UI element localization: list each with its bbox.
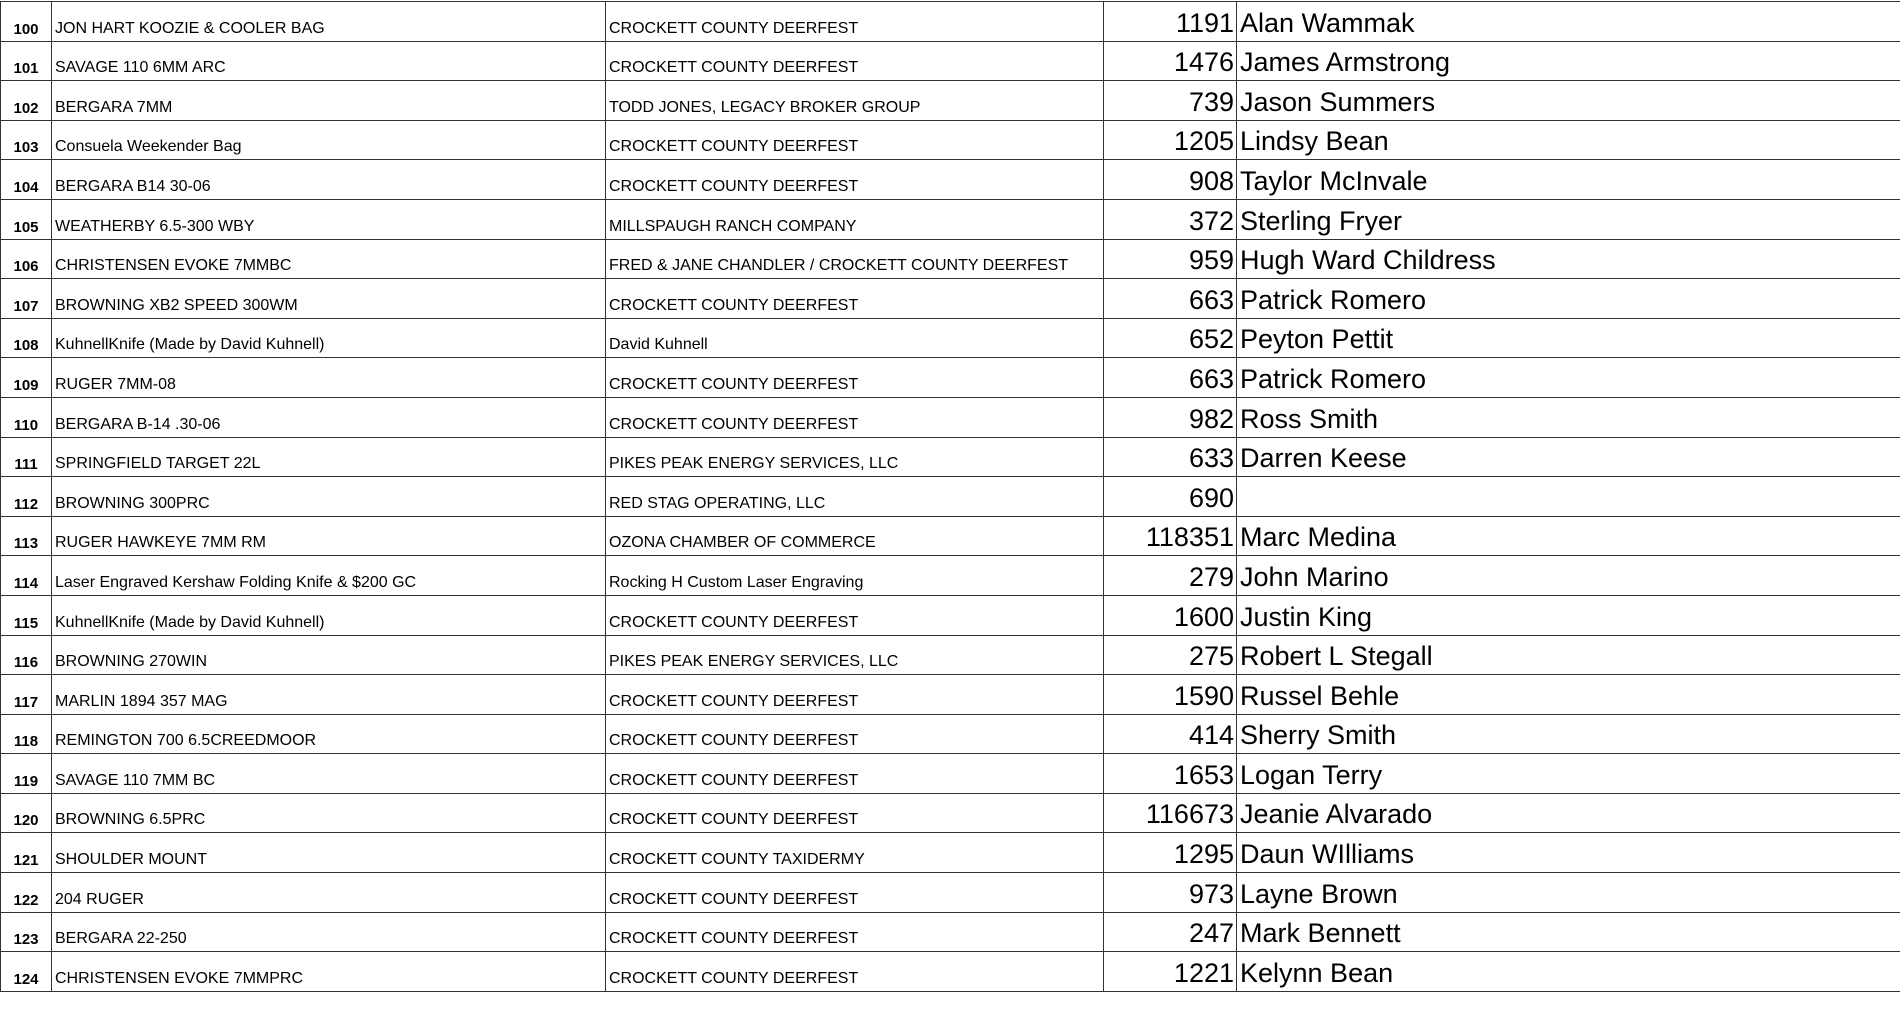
prize-number: 106 — [1, 239, 52, 279]
prize-donor: CROCKETT COUNTY DEERFEST — [606, 120, 1104, 160]
table-row — [1, 793, 1900, 833]
prize-number: 104 — [1, 160, 52, 200]
table-row — [1, 239, 1900, 279]
prize-donor: PIKES PEAK ENERGY SERVICES, LLC — [606, 635, 1104, 675]
prize-donor: Rocking H Custom Laser Engraving — [606, 556, 1104, 596]
prize-item: 204 RUGER — [52, 873, 606, 913]
ticket-number: 652 — [1104, 318, 1237, 358]
prize-item: SAVAGE 110 7MM BC — [52, 754, 606, 794]
prize-item: BROWNING XB2 SPEED 300WM — [52, 279, 606, 319]
prize-item: BROWNING 270WIN — [52, 635, 606, 675]
winner-name: Jason Summers — [1237, 81, 1900, 121]
prize-number: 111 — [1, 437, 52, 477]
prize-item: JON HART KOOZIE & COOLER BAG — [52, 2, 606, 42]
prize-item: SHOULDER MOUNT — [52, 833, 606, 873]
prize-donor: CROCKETT COUNTY DEERFEST — [606, 912, 1104, 952]
prize-donor: OZONA CHAMBER OF COMMERCE — [606, 516, 1104, 556]
table-row — [1, 912, 1900, 952]
table-row — [1, 279, 1900, 319]
prize-number: 122 — [1, 873, 52, 913]
prize-item: BERGARA 22-250 — [52, 912, 606, 952]
table-row — [1, 833, 1900, 873]
prize-donor: RED STAG OPERATING, LLC — [606, 477, 1104, 517]
prize-donor: PIKES PEAK ENERGY SERVICES, LLC — [606, 437, 1104, 477]
table-row — [1, 397, 1900, 437]
ticket-number: 663 — [1104, 358, 1237, 398]
prize-number: 112 — [1, 477, 52, 517]
winner-name: Jeanie Alvarado — [1237, 793, 1900, 833]
prize-item: SPRINGFIELD TARGET 22L — [52, 437, 606, 477]
table-row — [1, 952, 1900, 992]
prize-number: 102 — [1, 81, 52, 121]
prize-number: 113 — [1, 516, 52, 556]
winner-name: Russel Behle — [1237, 675, 1900, 715]
prize-number: 109 — [1, 358, 52, 398]
winner-name: Peyton Pettit — [1237, 318, 1900, 358]
prize-item: BROWNING 300PRC — [52, 477, 606, 517]
winner-name: Taylor McInvale — [1237, 160, 1900, 200]
table-row — [1, 595, 1900, 635]
winner-name — [1237, 477, 1900, 517]
prize-donor: CROCKETT COUNTY DEERFEST — [606, 160, 1104, 200]
winner-name: James Armstrong — [1237, 41, 1900, 81]
ticket-number: 973 — [1104, 873, 1237, 913]
prize-item: BROWNING 6.5PRC — [52, 793, 606, 833]
table-row — [1, 2, 1900, 42]
winner-name: Alan Wammak — [1237, 2, 1900, 42]
prize-item: BERGARA B14 30-06 — [52, 160, 606, 200]
table-row — [1, 318, 1900, 358]
ticket-number: 1476 — [1104, 41, 1237, 81]
winner-name: Patrick Romero — [1237, 279, 1900, 319]
prize-item: RUGER 7MM-08 — [52, 358, 606, 398]
table-row — [1, 199, 1900, 239]
winner-name: Lindsy Bean — [1237, 120, 1900, 160]
raffle-results-table — [0, 1, 1900, 992]
prize-item: WEATHERBY 6.5-300 WBY — [52, 199, 606, 239]
ticket-number: 739 — [1104, 81, 1237, 121]
prize-number: 110 — [1, 397, 52, 437]
table-row — [1, 120, 1900, 160]
prize-number: 115 — [1, 595, 52, 635]
prize-donor: CROCKETT COUNTY DEERFEST — [606, 952, 1104, 992]
winner-name: Hugh Ward Childress — [1237, 239, 1900, 279]
prize-number: 116 — [1, 635, 52, 675]
winner-name: Sherry Smith — [1237, 714, 1900, 754]
winner-name: Layne Brown — [1237, 873, 1900, 913]
prize-donor: David Kuhnell — [606, 318, 1104, 358]
prize-number: 105 — [1, 199, 52, 239]
table-row — [1, 358, 1900, 398]
winner-name: Logan Terry — [1237, 754, 1900, 794]
ticket-number: 118351 — [1104, 516, 1237, 556]
table-row — [1, 516, 1900, 556]
prize-item: Laser Engraved Kershaw Folding Knife & $200 GC — [52, 556, 606, 596]
prize-donor: CROCKETT COUNTY DEERFEST — [606, 279, 1104, 319]
winner-name: Marc Medina — [1237, 516, 1900, 556]
ticket-number: 279 — [1104, 556, 1237, 596]
prize-donor: CROCKETT COUNTY DEERFEST — [606, 2, 1104, 42]
prize-donor: CROCKETT COUNTY DEERFEST — [606, 358, 1104, 398]
ticket-number: 663 — [1104, 279, 1237, 319]
table-row — [1, 437, 1900, 477]
prize-number: 123 — [1, 912, 52, 952]
prize-donor: CROCKETT COUNTY DEERFEST — [606, 793, 1104, 833]
prize-number: 119 — [1, 754, 52, 794]
prize-item: MARLIN 1894 357 MAG — [52, 675, 606, 715]
prize-item: RUGER HAWKEYE 7MM RM — [52, 516, 606, 556]
table-row — [1, 675, 1900, 715]
prize-number: 117 — [1, 675, 52, 715]
prize-number: 108 — [1, 318, 52, 358]
ticket-number: 982 — [1104, 397, 1237, 437]
winner-name: Mark Bennett — [1237, 912, 1900, 952]
prize-donor: CROCKETT COUNTY DEERFEST — [606, 397, 1104, 437]
ticket-number: 247 — [1104, 912, 1237, 952]
prize-item: REMINGTON 700 6.5CREEDMOOR — [52, 714, 606, 754]
winner-name: Ross Smith — [1237, 397, 1900, 437]
ticket-number: 908 — [1104, 160, 1237, 200]
winner-name: Sterling Fryer — [1237, 199, 1900, 239]
ticket-number: 275 — [1104, 635, 1237, 675]
prize-donor: CROCKETT COUNTY DEERFEST — [606, 675, 1104, 715]
prize-item: BERGARA B-14 .30-06 — [52, 397, 606, 437]
winner-name: John Marino — [1237, 556, 1900, 596]
prize-item: CHRISTENSEN EVOKE 7MMPRC — [52, 952, 606, 992]
table-row — [1, 556, 1900, 596]
winner-name: Justin King — [1237, 595, 1900, 635]
prize-item: BERGARA 7MM — [52, 81, 606, 121]
ticket-number: 959 — [1104, 239, 1237, 279]
ticket-number: 1600 — [1104, 595, 1237, 635]
prize-donor: CROCKETT COUNTY DEERFEST — [606, 41, 1104, 81]
winner-name: Darren Keese — [1237, 437, 1900, 477]
prize-number: 107 — [1, 279, 52, 319]
ticket-number: 372 — [1104, 199, 1237, 239]
prize-item: KuhnellKnife (Made by David Kuhnell) — [52, 595, 606, 635]
prize-donor: CROCKETT COUNTY DEERFEST — [606, 873, 1104, 913]
table-row — [1, 160, 1900, 200]
ticket-number: 690 — [1104, 477, 1237, 517]
winner-name: Patrick Romero — [1237, 358, 1900, 398]
prize-number: 100 — [1, 2, 52, 42]
table-row — [1, 754, 1900, 794]
ticket-number: 414 — [1104, 714, 1237, 754]
prize-donor: MILLSPAUGH RANCH COMPANY — [606, 199, 1104, 239]
ticket-number: 1205 — [1104, 120, 1237, 160]
winner-name: Kelynn Bean — [1237, 952, 1900, 992]
prize-donor: FRED & JANE CHANDLER / CROCKETT COUNTY DEERFEST — [606, 239, 1104, 279]
ticket-number: 1653 — [1104, 754, 1237, 794]
ticket-number: 116673 — [1104, 793, 1237, 833]
ticket-number: 1590 — [1104, 675, 1237, 715]
prize-donor: TODD JONES, LEGACY BROKER GROUP — [606, 81, 1104, 121]
table-row — [1, 873, 1900, 913]
ticket-number: 633 — [1104, 437, 1237, 477]
table-row — [1, 477, 1900, 517]
prize-number: 124 — [1, 952, 52, 992]
prize-item: CHRISTENSEN EVOKE 7MMBC — [52, 239, 606, 279]
ticket-number: 1295 — [1104, 833, 1237, 873]
prize-number: 121 — [1, 833, 52, 873]
prize-donor: CROCKETT COUNTY DEERFEST — [606, 754, 1104, 794]
ticket-number: 1191 — [1104, 2, 1237, 42]
prize-donor: CROCKETT COUNTY DEERFEST — [606, 595, 1104, 635]
ticket-number: 1221 — [1104, 952, 1237, 992]
prize-item: KuhnellKnife (Made by David Kuhnell) — [52, 318, 606, 358]
prize-number: 120 — [1, 793, 52, 833]
prize-number: 118 — [1, 714, 52, 754]
table-row — [1, 41, 1900, 81]
prize-number: 103 — [1, 120, 52, 160]
winner-name: Robert L Stegall — [1237, 635, 1900, 675]
table-row — [1, 714, 1900, 754]
table-row — [1, 635, 1900, 675]
prize-item: SAVAGE 110 6MM ARC — [52, 41, 606, 81]
winner-name: Daun WIlliams — [1237, 833, 1900, 873]
prize-donor: CROCKETT COUNTY TAXIDERMY — [606, 833, 1104, 873]
prize-donor: CROCKETT COUNTY DEERFEST — [606, 714, 1104, 754]
table-body — [1, 2, 1900, 992]
prize-number: 114 — [1, 556, 52, 596]
prize-item: Consuela Weekender Bag — [52, 120, 606, 160]
table-row — [1, 81, 1900, 121]
prize-number: 101 — [1, 41, 52, 81]
